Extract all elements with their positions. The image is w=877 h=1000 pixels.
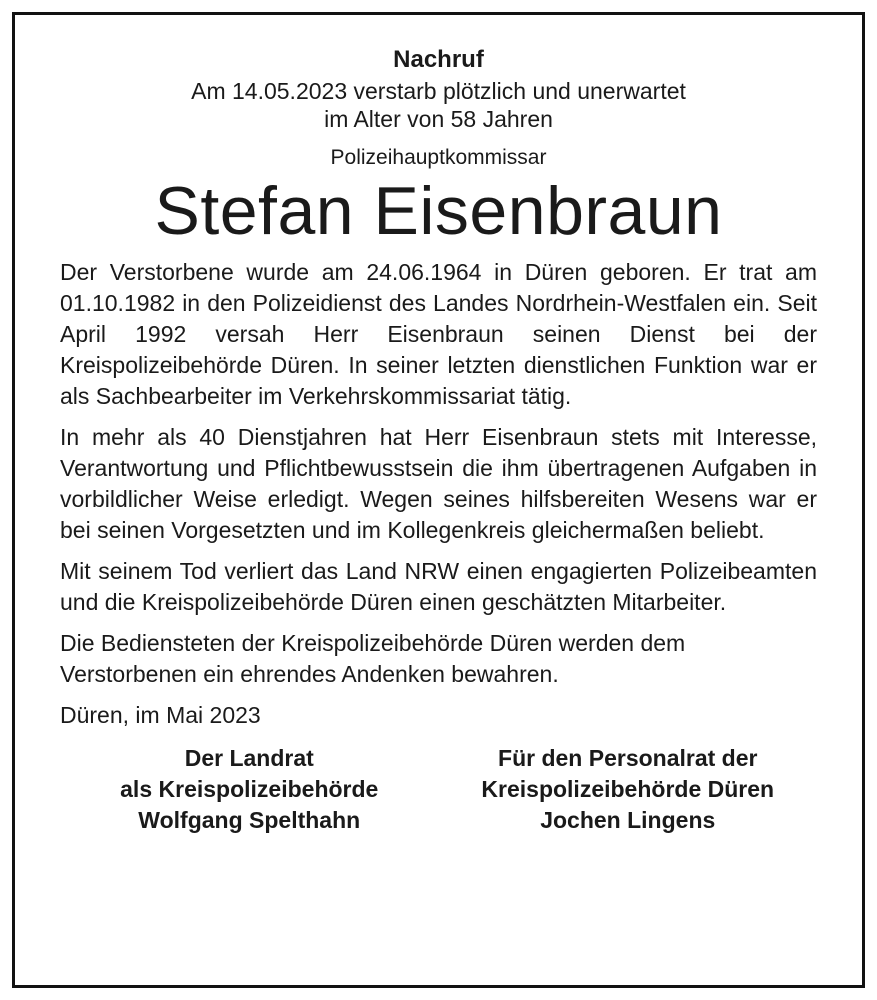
- signature-right-name: Jochen Lingens: [540, 807, 716, 833]
- place-date: Düren, im Mai 2023: [60, 702, 261, 728]
- signatures: [60, 743, 817, 836]
- signature-right-line-2: Kreispolizeibehörde Düren: [481, 776, 775, 802]
- intro-text: [60, 77, 817, 133]
- paragraph-memory: Die Bediensteten der Kreispolizeibehörde Düren werden dem Verstorbenen ein ehrendes Andenken bewahren.: [60, 630, 686, 687]
- paragraph-biography: Der Verstorbene wurde am 24.06.1964 in Düren geboren. Er trat am 01.10.1982 in den Polizeidienst des Landes Nordrhein-Westfalen ein. Seit April 1992 versah Herr Eisenbraun seinen Dienst bei der Kreispolizeibehörde Düren. In seiner letzten dienstlichen Funktion war er als Sachbearbeiter im Verkehrskommissariat tätig.: [60, 259, 817, 409]
- deceased-name: Stefan Eisenbraun: [154, 173, 723, 249]
- obituary-heading: Nachruf: [393, 46, 484, 73]
- intro-line-1: Am 14.05.2023 verstarb plötzlich und unerwartet: [191, 78, 686, 104]
- signature-right: [439, 743, 818, 836]
- intro-line-2: im Alter von 58 Jahren: [324, 106, 553, 132]
- signature-left-name: Wolfgang Spelthahn: [138, 807, 361, 833]
- signature-left-line-2: als Kreispolizeibehörde: [120, 776, 379, 802]
- signature-right-line-1: Für den Personalrat der: [498, 745, 758, 771]
- obituary-frame: [12, 12, 865, 988]
- signature-left-line-1: Der Landrat: [184, 745, 314, 771]
- paragraph-loss: Mit seinem Tod verliert das Land NRW einen engagierten Polizeibeamten und die Kreispolizeibehörde Düren einen geschätzten Mitarbeiter.: [60, 558, 817, 615]
- signature-left: [60, 743, 439, 836]
- rank-title: Polizeihauptkommissar: [330, 146, 547, 169]
- paragraph-service: In mehr als 40 Dienstjahren hat Herr Eisenbraun stets mit Interesse, Verantwortung und Pflichtbewusstsein die ihm übertragenen Aufgaben in vorbildlicher Weise erledigt. Wegen seines hilfsbereiten Wesens war er bei seinen Vorgesetzten und im Kollegenkreis gleichermaßen beliebt.: [60, 424, 817, 543]
- obituary-content: [60, 45, 817, 836]
